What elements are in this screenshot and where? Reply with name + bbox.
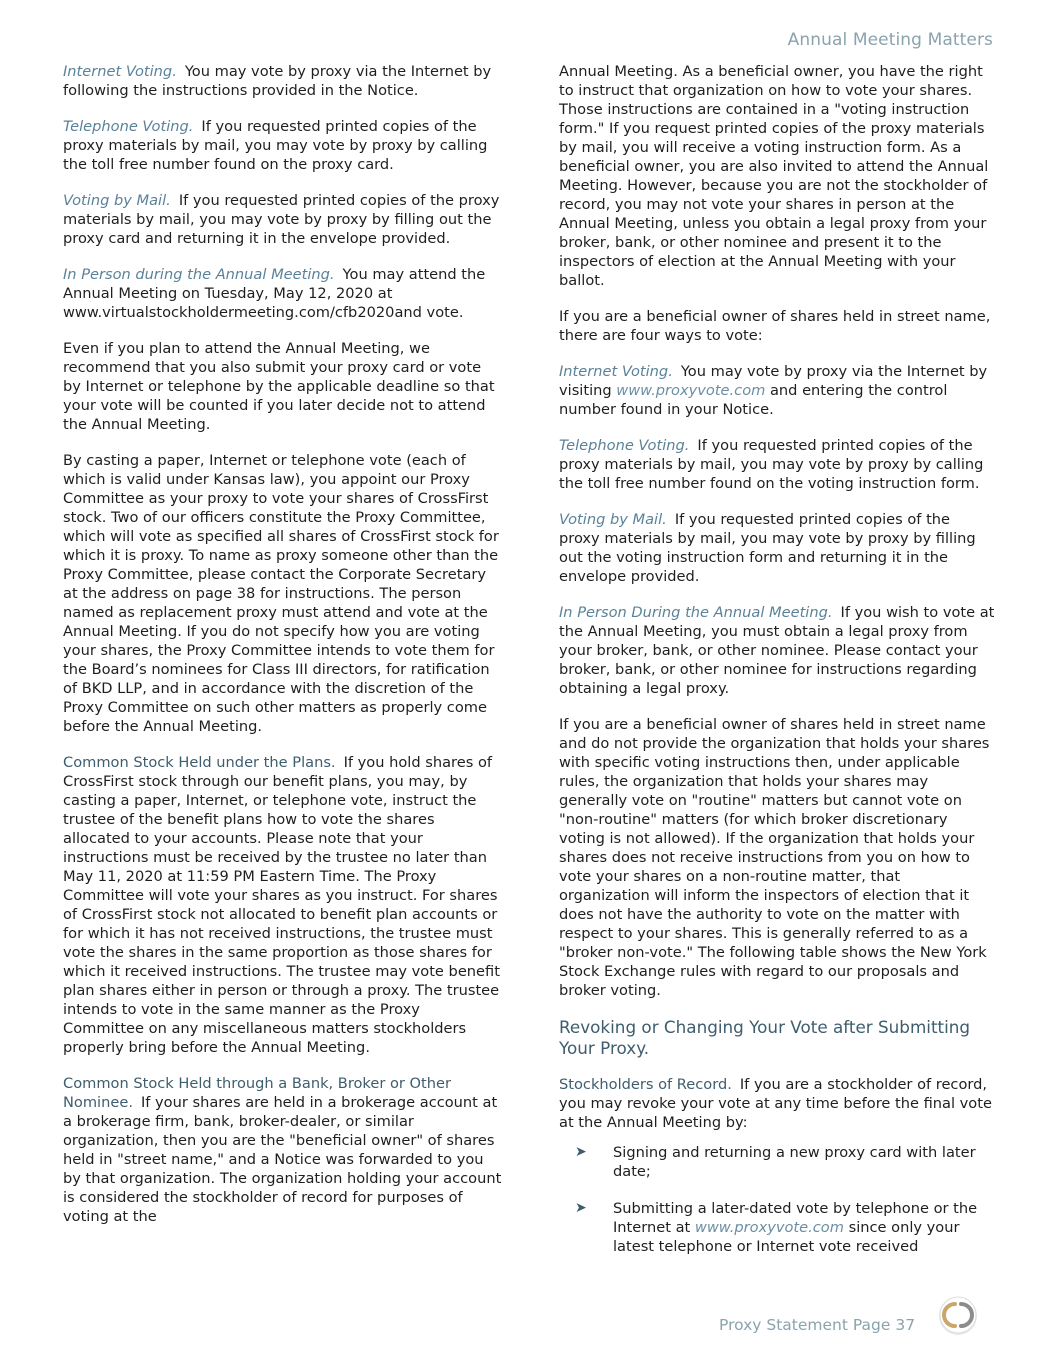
page-number: Proxy Statement Page 37 xyxy=(719,1316,916,1334)
page-header-title: Annual Meeting Matters xyxy=(787,30,993,50)
plans-label: Common Stock Held under the Plans. xyxy=(63,754,336,771)
telephone-voting-paragraph xyxy=(63,117,503,174)
internet-voting-paragraph xyxy=(63,62,503,100)
by-casting-paragraph: By casting a paper, Internet or telephone vote (each of which is valid under Kansas law), you appoint our Proxy Committee as your proxy to vote your shares of CrossFirst stock. Two of our officers constitute the Proxy Committee, which will vote as specified all shares of CrossFirst stock for which it is proxy. To name as proxy someone other than the Proxy Committee, please contact the Corporate Secretary at the address on page 38 for instructions. The person named as replacement proxy must attend and vote at the Annual Meeting. If you do not specify how you are voting your shares, the Proxy Committee intends to vote them for the Board’s nominees for Class III directors, for ratification of BKD LLP, and in accordance with the discretion of the Proxy Committee on such other matters as properly come before the Annual Meeting. xyxy=(63,452,499,735)
proxyvote-link-bullet[interactable]: www.proxyvote.com xyxy=(694,1219,844,1236)
proxyvote-link[interactable]: www.proxyvote.com xyxy=(616,382,766,399)
stockholders-text: If you are a stockholder of record, you may revoke your vote at any time before the final vote at the Annual Meeting by: xyxy=(559,1076,992,1131)
voting-by-mail-street-paragraph xyxy=(559,510,995,586)
voting-by-mail-text: If you requested printed copies of the proxy materials by mail, you may vote by proxy by filling out the proxy card and returning it in the envelope provided. xyxy=(63,192,500,247)
in-person-street-paragraph xyxy=(559,603,995,698)
left-column xyxy=(63,62,503,1243)
revoking-section-heading: Revoking or Changing Your Vote after Submitting Your Proxy. xyxy=(559,1017,971,1058)
list-item xyxy=(559,1143,995,1181)
bank-text: If your shares are held in a brokerage account at a brokerage firm, bank, broker-dealer, or similar organization, then you are the "beneficial owner" of shares held in "street name," and a Notice was forwarded to you by that organization. The organization holding your account is considered the stockholder of record for purposes of voting at the xyxy=(63,1094,502,1225)
in-person-label: In Person during the Annual Meeting. xyxy=(63,266,335,283)
in-person-paragraph xyxy=(63,265,503,322)
bullet-text-before: Submitting a later-dated vote by telephone or the Internet at xyxy=(613,1200,978,1236)
in-person-street-text: If you wish to vote at the Annual Meeting, you must obtain a legal proxy from your broker, bank, or other nominee. Please contact your broker, bank, or other nominee for instructions regarding obtaining a legal proxy. xyxy=(559,604,995,697)
crossfirst-logo-icon xyxy=(937,1294,979,1336)
bullet-text-after: since only your latest telephone or Internet vote received xyxy=(613,1219,960,1255)
bullet-text: Signing and returning a new proxy card with later date; xyxy=(613,1144,976,1180)
telephone-voting-street-label: Telephone Voting. xyxy=(559,437,690,454)
telephone-voting-street-paragraph xyxy=(559,436,995,493)
bank-paragraph xyxy=(63,1074,503,1226)
stockholders-label: Stockholders of Record. xyxy=(559,1076,732,1093)
telephone-voting-text: If you requested printed copies of the proxy materials by mail, you may vote by proxy by calling the toll free number found on the proxy card. xyxy=(63,118,488,173)
internet-voting-text: You may vote by proxy via the Internet by following the instructions provided in the Notice. xyxy=(63,63,492,99)
broker-nonvote-paragraph: If you are a beneficial owner of shares held in street name and do not provide the organization that holds your shares with specific voting instructions then, under applicable rules, the organization that holds your shares may generally vote on "routine" matters but cannot vote on "non-routine" matters (for which broker discretionary voting is not allowed). If the organization that holds your shares does not receive instructions from you on how to vote your shares on a non-routine matter, that organization will inform the inspectors of election that it does not have the authority to vote on the matter with respect to your shares. This is generally referred to as a "broker non-vote." The following table shows the New York Stock Exchange rules with regard to our proposals and broker voting. xyxy=(559,716,990,999)
revoke-options-list xyxy=(559,1143,995,1256)
telephone-voting-street-text: If you requested printed copies of the proxy materials by mail, you may vote by proxy by calling the toll free number found on the voting instruction form. xyxy=(559,437,984,492)
plans-text: If you hold shares of CrossFirst stock through our benefit plans, you may, by casting a paper, Internet, or telephone vote, instruct the trustee of the benefit plans how to vote the shares allocated to your accounts. Please note that your instructions must be received by the trustee no later than May 11, 2020 at 11:59 PM Eastern Time. The Proxy Committee will vote your shares as you instruct. For shares of CrossFirst stock not allocated to benefit plan accounts or for which it has not received instructions, the trustee must vote the shares in the same proportion as those shares for which it received instructions. The trustee may vote benefit plan shares either in person or through a proxy. The trustee intends to vote in the same manner as the Proxy Committee on any miscellaneous matters stockholders properly bring before the Annual Meeting. xyxy=(63,754,500,1056)
voting-by-mail-paragraph xyxy=(63,191,503,248)
continued-paragraph: Annual Meeting. As a beneficial owner, you have the right to instruct that organization on how to vote your shares. Those instructions are contained in a "voting instruction form." If you request printed copies of the proxy materials by mail, you will receive a voting instruction form. As a beneficial owner, you are also invited to attend the Annual Meeting. However, because you are not the stockholder of record, you may not vote your shares in person at the Annual Meeting, unless you obtain a legal proxy from your broker, bank, or other nominee and present it to the inspectors of election at the Annual Meeting with your ballot. xyxy=(559,63,989,289)
list-item xyxy=(559,1199,995,1256)
in-person-text: You may attend the Annual Meeting on Tuesday, May 12, 2020 at www.virtualstockholdermeeting.com/cfb2020and vote. xyxy=(63,266,486,321)
telephone-voting-label: Telephone Voting. xyxy=(63,118,194,135)
internet-voting-street-text-after: and entering the control number found in your Notice. xyxy=(559,382,948,418)
internet-voting-street-paragraph xyxy=(559,362,995,419)
bank-label: Common Stock Held through a Bank, Broker or Other Nominee. xyxy=(63,1075,451,1111)
four-ways-paragraph: If you are a beneficial owner of shares held in street name, there are four ways to vote: xyxy=(559,308,991,344)
arrow-bullet-icon: ➤ xyxy=(575,1144,587,1160)
internet-voting-label: Internet Voting. xyxy=(63,63,177,80)
right-column xyxy=(559,62,995,1274)
voting-by-mail-label: Voting by Mail. xyxy=(63,192,171,209)
voting-by-mail-street-text: If you requested printed copies of the proxy materials by mail, you may vote by proxy by filling out the voting instruction form and returning it in the envelope provided. xyxy=(559,511,976,585)
voting-by-mail-street-label: Voting by Mail. xyxy=(559,511,667,528)
plans-paragraph xyxy=(63,753,503,1057)
even-if-paragraph: Even if you plan to attend the Annual Meeting, we recommend that you also submit your proxy card or vote by Internet or telephone by the applicable deadline so that your vote will be counted if you later decide not to attend the Annual Meeting. xyxy=(63,340,495,433)
in-person-street-label: In Person During the Annual Meeting. xyxy=(559,604,833,621)
arrow-bullet-icon: ➤ xyxy=(575,1200,587,1216)
internet-voting-street-label: Internet Voting. xyxy=(559,363,673,380)
stockholders-paragraph xyxy=(559,1075,995,1132)
internet-voting-street-text-before: You may vote by proxy via the Internet by visiting xyxy=(559,363,988,399)
